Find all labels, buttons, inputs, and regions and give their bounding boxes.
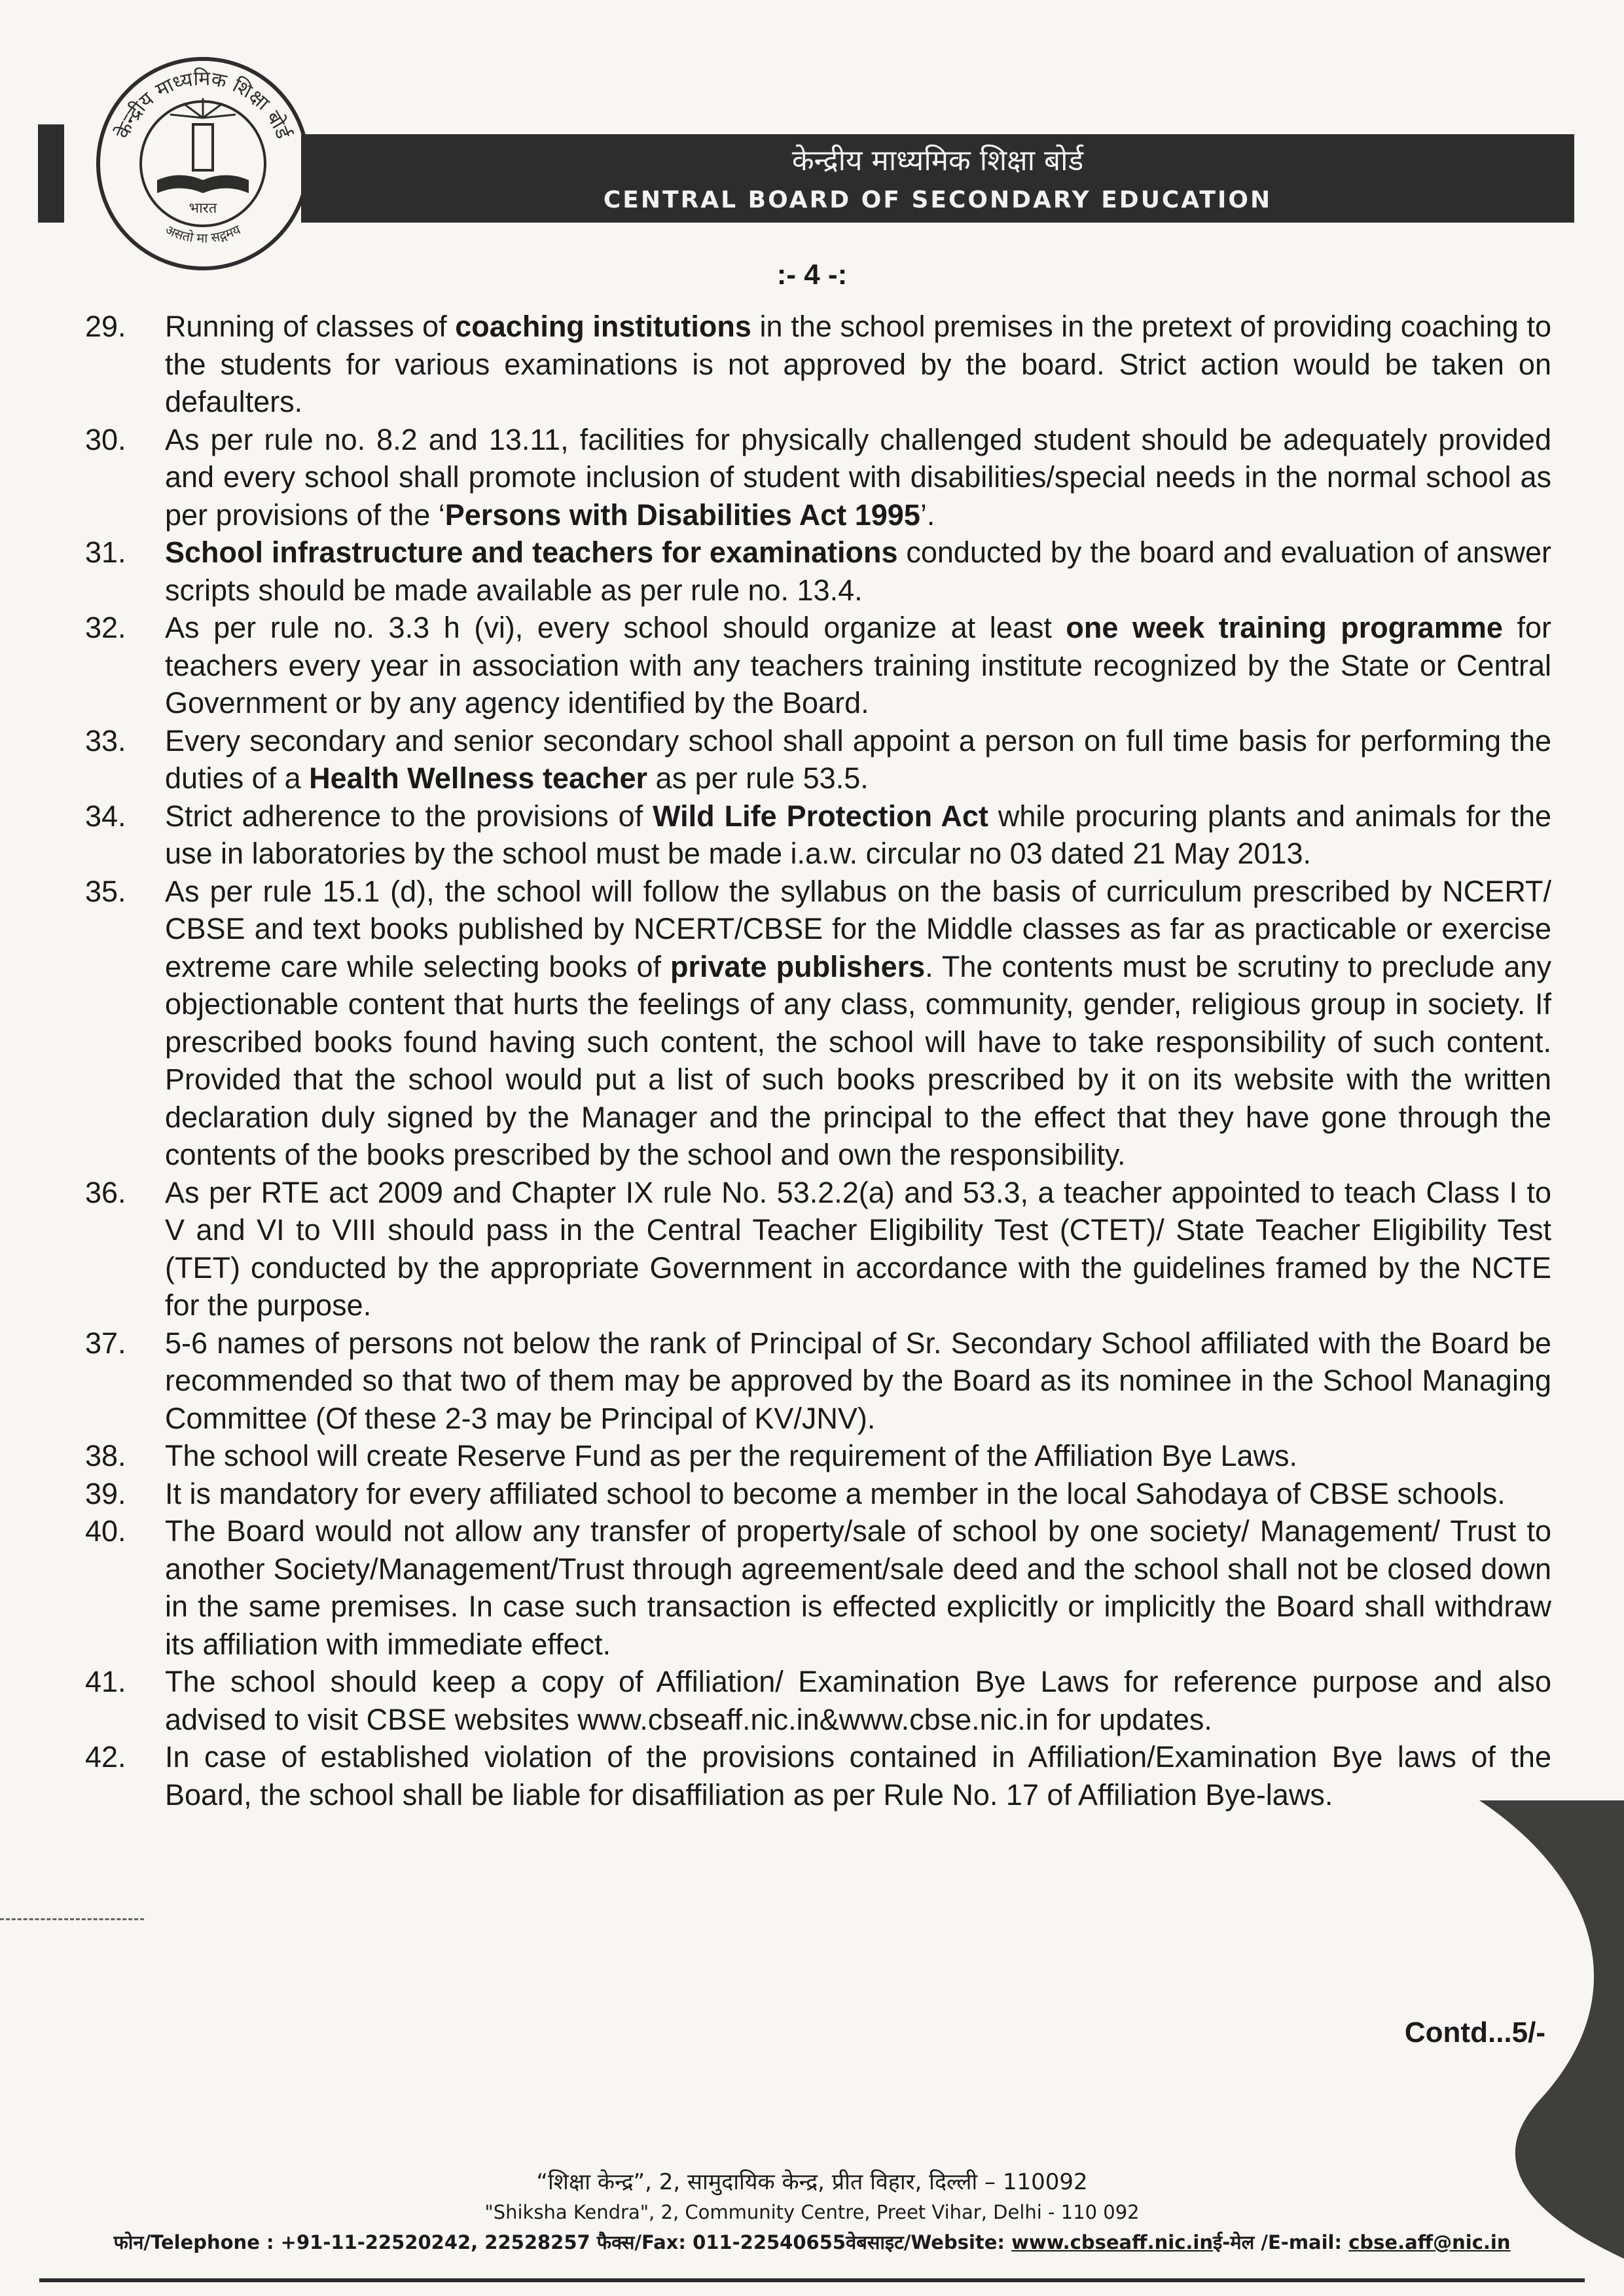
list-item-text xyxy=(165,1437,1551,1475)
list-item-text xyxy=(165,534,1551,609)
fold-mark xyxy=(0,1918,144,1920)
website-link[interactable]: www.cbseaff.nic.in xyxy=(1011,2231,1213,2253)
text-run: As per rule 15.1 (d), the school will follow the syllabus on the basis of curriculum prescribed by NCERT/ CBSE and text books published by NCERT/CBSE for the Middle classes as far as practicable or exercise extreme care while selecting books of xyxy=(165,874,1551,983)
page-number: :- 4 -: xyxy=(776,259,848,291)
list-item xyxy=(85,609,1551,722)
text-run: . The contents must be scrutiny to preclude any objectionable content that hurts the feelings of any class, community, gender, religious group in society. If prescribed books found having such content, the school will have to take responsibility of such content. Provided that the school would put a list of such books prescribed by it on its website with the written declaration duly signed by the Manager and the principal to the effect that they have gone through the contents of the books prescribed by the school and own the responsibility. xyxy=(165,949,1552,1171)
logo-motto: असतो मा सद्गमय xyxy=(162,221,244,246)
list-item xyxy=(85,534,1551,609)
footer-email-label: ई-मेल /E-mail: xyxy=(1213,2231,1349,2253)
numbered-list xyxy=(85,308,1551,1813)
bold-phrase: coaching institutions xyxy=(455,310,751,343)
bold-phrase: Health Wellness teacher xyxy=(309,761,648,795)
text-run: conducted by the board and evaluation of answer scripts should be made available as per rule no. 13.4. xyxy=(165,536,1551,607)
text-run: The Board would not allow any transfer of property/sale of school by one society/ Management/ Trust to another Society/Management/Trust through agreement/sale deed and the school shall not be closed down in the same premises. In case such transaction is effected explicitly or implicitly the Board shall withdraw its affiliation with immediate effect. xyxy=(165,1514,1551,1661)
list-item-text xyxy=(165,722,1551,797)
text-run: As per RTE act 2009 and Chapter IX rule No. 53.2.2(a) and 53.3, a teacher appointed to teach Class I to V and VI to VIII should pass in the Central Teacher Eligibility Test (CTET)/ State Teacher Eligibility Test (TET) conducted by the appropriate Government in accordance with the guidelines framed by the NCTE for the purpose. xyxy=(165,1175,1551,1322)
list-item xyxy=(85,1324,1551,1438)
text-run: in the school premises in the pretext of providing coaching to the students for various examinations is not approved by the board. Strict action would be taken on defaulters. xyxy=(165,310,1551,418)
list-item-number: 35. xyxy=(85,874,126,908)
text-run: while procuring plants and animals for the use in laboratories by the school must be made i.a.w. circular no 03 dated 21 May 2013. xyxy=(165,799,1551,870)
text-run: Every secondary and senior secondary school shall appoint a person on full time basis for performing the duties of a xyxy=(165,723,1551,795)
list-item xyxy=(85,1437,1551,1475)
header-banner xyxy=(301,134,1574,223)
list-item-text xyxy=(165,797,1551,873)
list-item-number: 40. xyxy=(85,1514,126,1548)
text-run: As per rule no. 8.2 and 13.11, facilities for physically challenged student should be adequately provided and every school shall promote inclusion of student with disabilities/special needs in the normal school as per provisions of the ‘ xyxy=(165,422,1551,532)
footer xyxy=(0,2167,1624,2257)
list-item-number: 34. xyxy=(85,799,126,833)
footer-address-hindi: “शिक्षा केन्द्र”, 2, सामुदायिक केन्द्र, प्रीत विहार, दिल्ली – 110092 xyxy=(536,2169,1088,2195)
footer-address-english: "Shiksha Kendra", 2, Community Centre, Preet Vihar, Delhi - 110 092 xyxy=(484,2201,1140,2223)
list-item-number: 42. xyxy=(85,1740,126,1774)
text-run: In case of established violation of the provisions contained in Affiliation/Examination Bye laws of the Board, the school shall be liable for disaffiliation as per Rule No. 17 of Affiliation Bye-laws. xyxy=(165,1740,1551,1812)
bottom-rule xyxy=(39,2278,1585,2282)
header-left-mark xyxy=(38,124,64,223)
list-item xyxy=(85,1512,1551,1663)
footer-contact xyxy=(0,2227,1624,2257)
bold-phrase: School infrastructure and teachers for examinations xyxy=(165,536,898,569)
list-item xyxy=(85,308,1551,421)
text-run: Strict adherence to the provisions of xyxy=(165,799,653,833)
text-run: for teachers every year in association with any teachers training institute recognized by the State or Central Government or by any agency identified by the Board. xyxy=(165,611,1551,720)
list-item xyxy=(85,797,1551,873)
footer-contact-prefix: फोन/Telephone : +91-11-22520242, 22528257 फैक्स/Fax: 011-22540655वेबसाइट/Website: xyxy=(113,2231,1012,2253)
text-run: ’. xyxy=(920,498,935,532)
list-item-text xyxy=(165,1663,1551,1738)
list-item xyxy=(85,1475,1551,1513)
list-item xyxy=(85,1738,1551,1813)
list-item-text xyxy=(165,1324,1551,1438)
list-item-number: 38. xyxy=(85,1439,126,1472)
list-item-text xyxy=(165,873,1551,1174)
list-item-number: 37. xyxy=(85,1326,126,1360)
cbse-emblem-icon xyxy=(92,52,314,275)
logo-ring-text: केन्द्रीय माध्यमिक शिक्षा बोर्ड xyxy=(111,67,295,142)
list-item-text xyxy=(165,1512,1551,1663)
list-item-number: 31. xyxy=(85,536,126,569)
text-run: The school will create Reserve Fund as per the requirement of the Affiliation Bye Laws. xyxy=(165,1439,1298,1472)
list-item xyxy=(85,421,1551,534)
list-item xyxy=(85,722,1551,797)
text-run: As per rule no. 3.3 h (vi), every school should organize at least xyxy=(165,611,1066,644)
text-run: It is mandatory for every affiliated school to become a member in the local Sahodaya of CBSE schools. xyxy=(165,1476,1506,1510)
list-item xyxy=(85,1174,1551,1324)
email-link[interactable]: cbse.aff@nic.in xyxy=(1348,2231,1511,2253)
list-item-text xyxy=(165,609,1551,722)
list-item-number: 41. xyxy=(85,1665,126,1698)
text-run: as per rule 53.5. xyxy=(647,761,869,795)
header-english-title: CENTRAL BOARD OF SECONDARY EDUCATION xyxy=(603,187,1272,213)
list-item-text xyxy=(165,1738,1551,1813)
list-item-number: 29. xyxy=(85,310,126,343)
list-item-number: 30. xyxy=(85,422,126,456)
text-run: Running of classes of xyxy=(165,310,456,343)
list-item-text xyxy=(165,421,1551,534)
list-item-number: 39. xyxy=(85,1476,126,1510)
list-item-number: 36. xyxy=(85,1175,126,1209)
list-item-number: 32. xyxy=(85,611,126,644)
list-item-text xyxy=(165,1475,1551,1513)
list-item-text xyxy=(165,308,1551,421)
header-hindi-title: केन्द्रीय माध्यमिक शिक्षा बोर्ड xyxy=(791,144,1084,177)
logo-center-text: भारत xyxy=(189,200,217,217)
bold-phrase: Wild Life Protection Act xyxy=(653,799,988,833)
bold-phrase: private publishers xyxy=(670,949,926,983)
list-item-number: 33. xyxy=(85,723,126,757)
list-item xyxy=(85,1663,1551,1738)
bold-phrase: Persons with Disabilities Act 1995 xyxy=(444,498,920,532)
list-item-text xyxy=(165,1174,1551,1324)
continued-note: Contd...5/- xyxy=(1404,2016,1545,2049)
text-run: The school should keep a copy of Affiliation/ Examination Bye Laws for reference purpose and also advised to visit CBSE websites www.cbseaff.nic.in&www.cbse.nic.in for updates. xyxy=(165,1665,1551,1736)
bold-phrase: one week training programme xyxy=(1066,611,1503,644)
text-run: 5-6 names of persons not below the rank of Principal of Sr. Secondary School affiliated with the Board be recommended so that two of them may be approved by the Board as its nominee in the School Managing Committee (Of these 2-3 may be Principal of KV/JNV). xyxy=(165,1326,1551,1435)
list-item xyxy=(85,873,1551,1174)
